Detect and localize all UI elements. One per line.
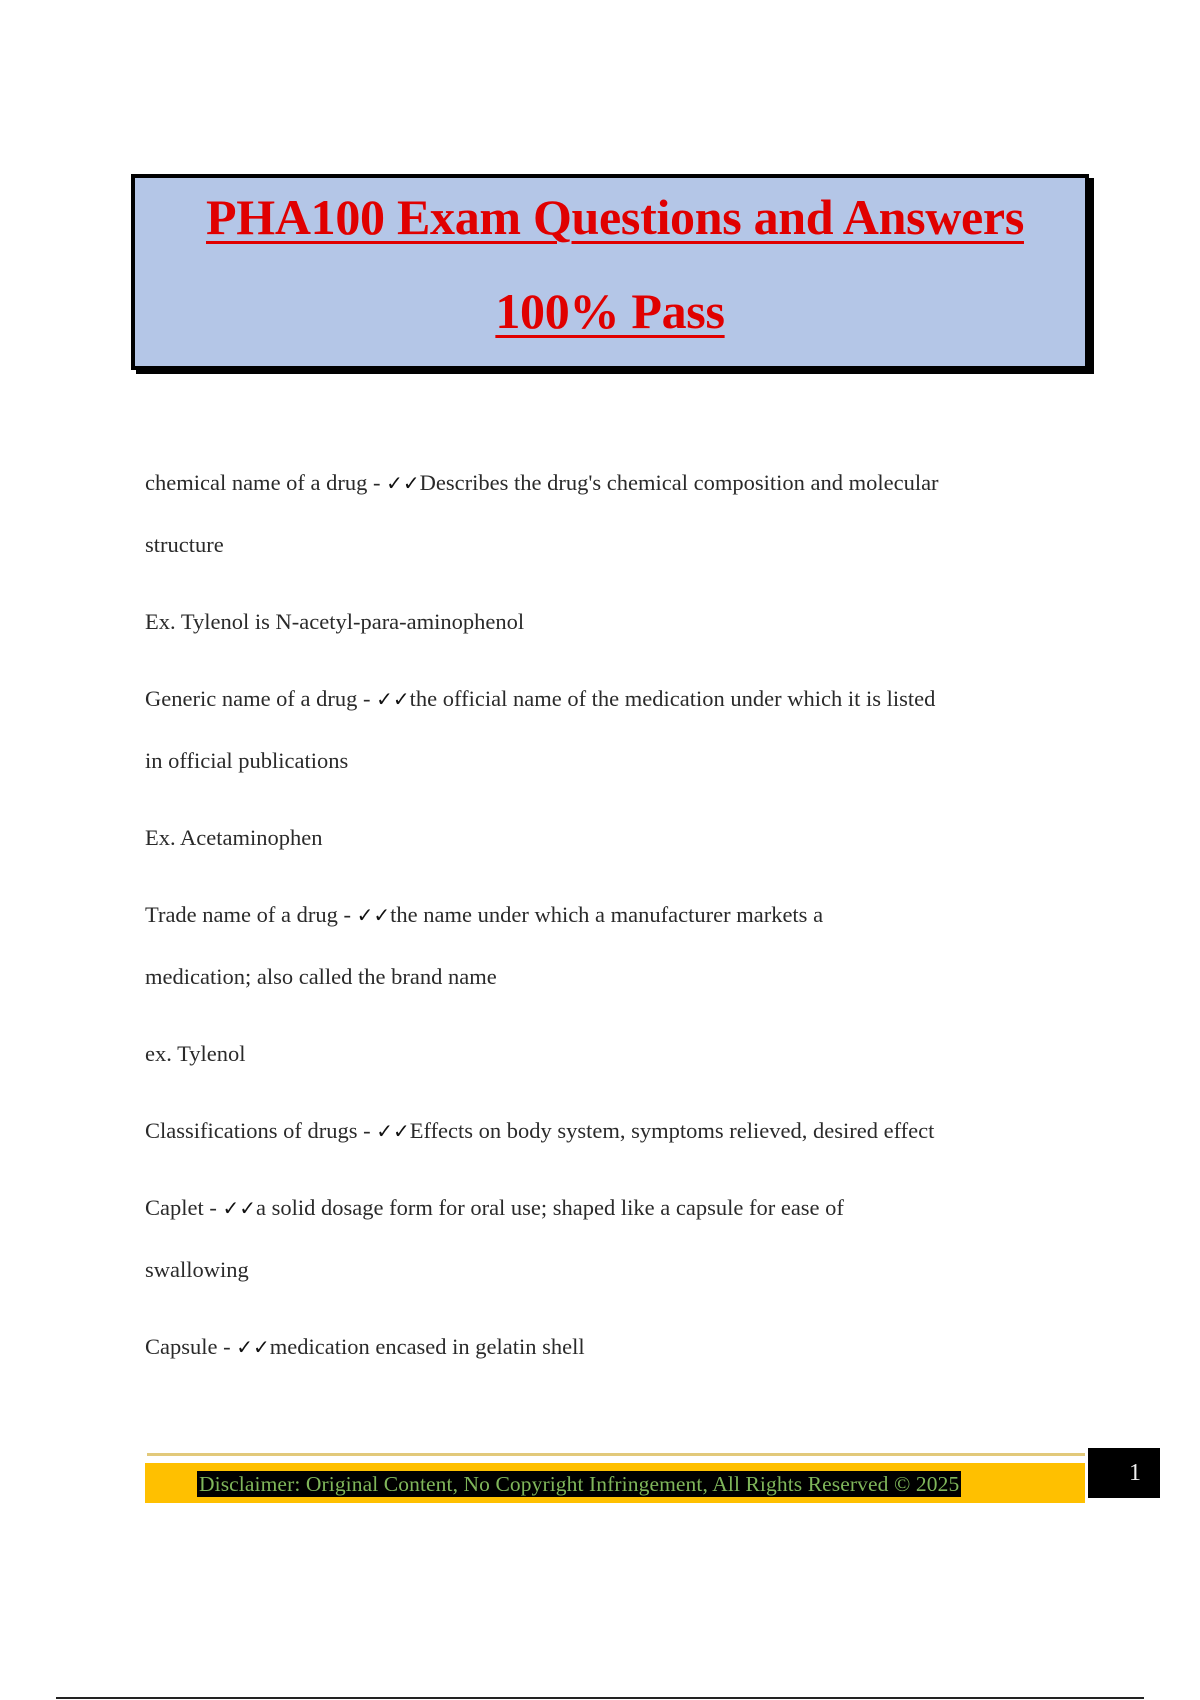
qa-entry [145, 1177, 1085, 1239]
qa-example: Ex. Acetaminophen [145, 825, 323, 850]
qa-term: Generic name of a drug - [145, 686, 377, 711]
qa-term: chemical name of a drug - [145, 470, 387, 495]
double-check-icon: ✓✓ [376, 1119, 410, 1143]
double-check-icon: ✓✓ [222, 1196, 256, 1220]
qa-entry [145, 1100, 1085, 1162]
qa-term: Capsule - [145, 1334, 237, 1359]
page-number-value: 1 [1129, 1460, 1141, 1486]
qa-entry [145, 452, 1085, 514]
qa-entry [145, 884, 1085, 946]
qa-content [145, 452, 1085, 1378]
page-bottom-rule [56, 1697, 1144, 1699]
disclaimer-text: Disclaimer: Original Content, No Copyright Infringement, All Rights Reserved © 2025 [199, 1472, 960, 1496]
page-number [1088, 1448, 1160, 1498]
qa-answer: Effects on body system, symptoms relieved, desired effect [409, 1118, 935, 1143]
double-check-icon: ✓✓ [376, 687, 410, 711]
qa-answer: a solid dosage form for oral use; shaped like a capsule for ease of [256, 1195, 844, 1220]
qa-term: Trade name of a drug - [145, 902, 357, 927]
qa-answer: the official name of the medication under which it is listed [409, 686, 936, 711]
qa-answer-continuation: structure [145, 532, 224, 557]
double-check-icon: ✓✓ [356, 903, 391, 927]
qa-answer: medication encased in gelatin shell [269, 1334, 585, 1359]
qa-answer: Describes the drug's chemical composition and molecular [419, 470, 939, 495]
qa-answer: the name under which a manufacturer markets a [390, 902, 824, 927]
qa-answer-continuation: swallowing [145, 1257, 249, 1282]
double-check-icon: ✓✓ [236, 1335, 270, 1359]
double-check-icon: ✓✓ [386, 471, 420, 495]
qa-answer-continuation: medication; also called the brand name [145, 964, 497, 989]
qa-example: Ex. Tylenol is N-acetyl-para-aminophenol [145, 609, 525, 634]
document-title: PHA100 Exam Questions and Answers [206, 189, 1024, 245]
footer-bar [145, 1463, 1085, 1503]
qa-term: Caplet - [145, 1195, 223, 1220]
qa-answer-continuation: in official publications [145, 748, 349, 773]
document-subtitle: 100% Pass [495, 283, 725, 339]
qa-term: Classifications of drugs - [145, 1118, 377, 1143]
qa-example: ex. Tylenol [145, 1041, 246, 1066]
qa-entry [145, 1316, 1085, 1378]
title-banner [131, 174, 1089, 370]
qa-entry [145, 668, 1085, 730]
footer-divider [147, 1453, 1085, 1456]
